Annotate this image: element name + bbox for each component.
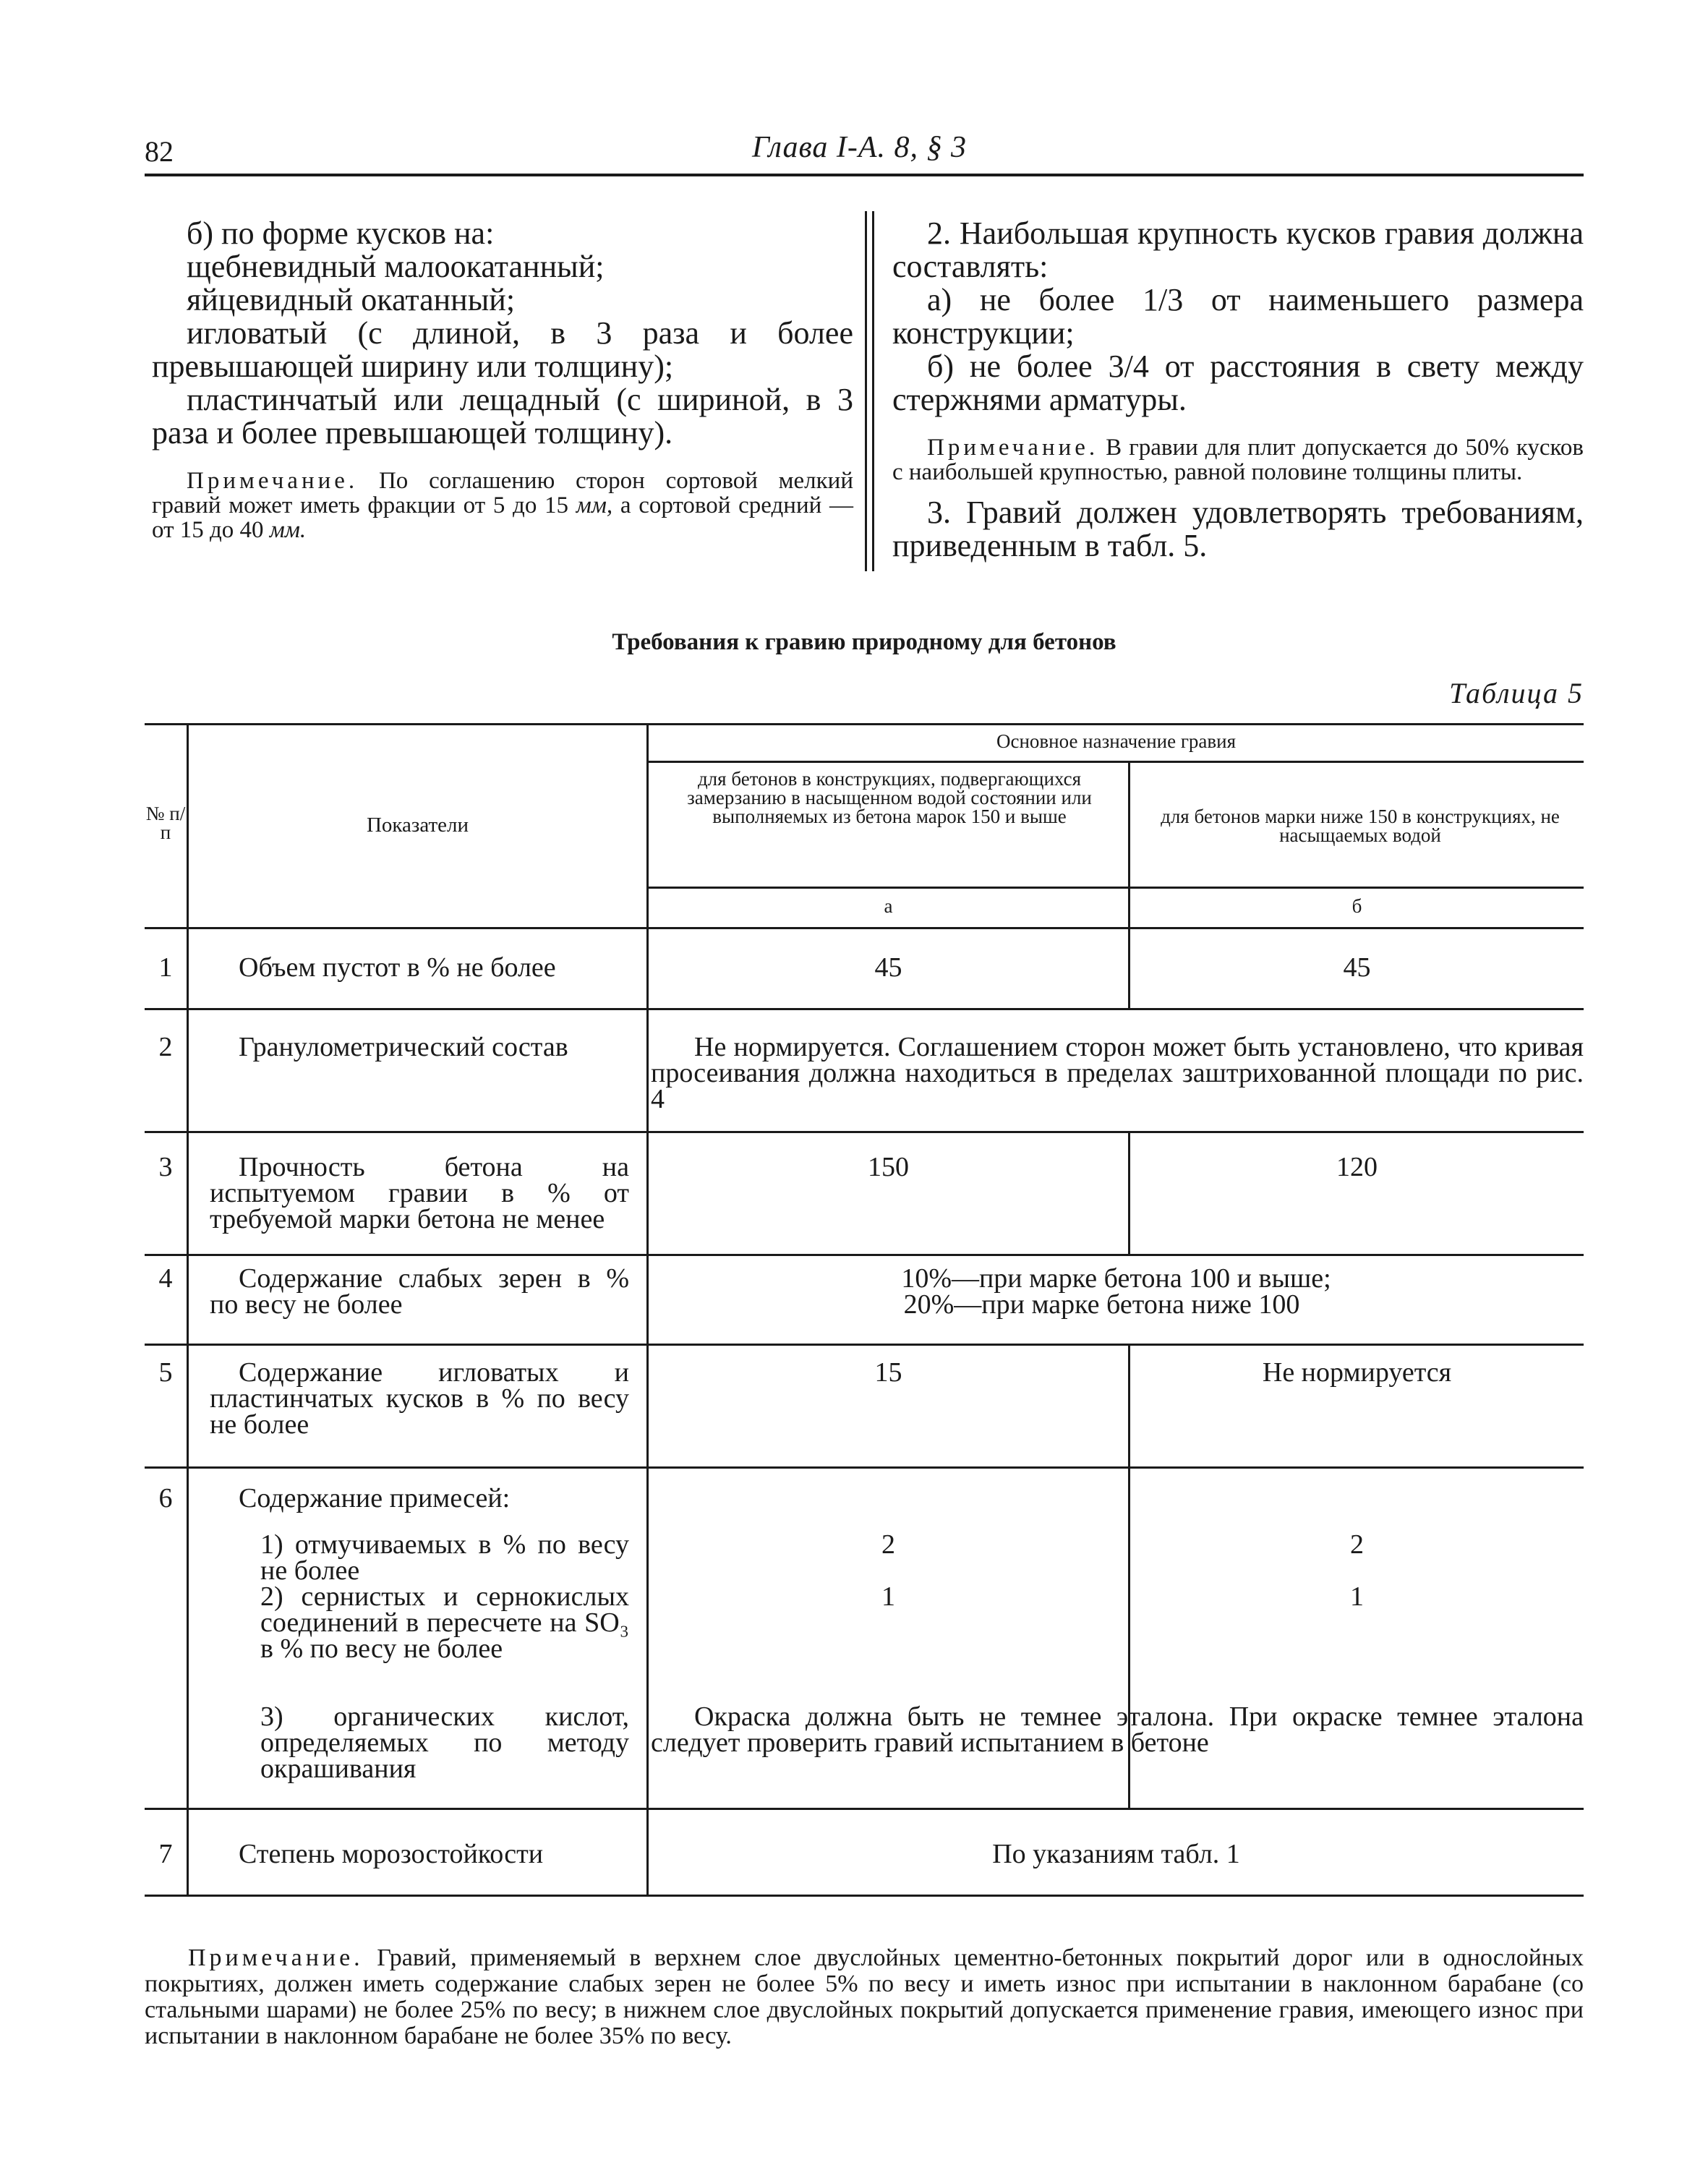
row-1-b: 45	[1343, 952, 1371, 983]
left-note	[152, 469, 853, 542]
running-head: Глава I-А. 8, § 3	[752, 131, 968, 164]
page-number: 82	[145, 135, 174, 168]
table-rule	[145, 723, 1584, 725]
left-note-text-1: По соглашению сторон сортовой мелкий гравий может иметь фракции от 5 до 15	[152, 468, 853, 518]
row-3-a: 150	[868, 1152, 909, 1182]
row-3-b: 120	[1336, 1152, 1378, 1182]
row-6-b1: 2	[1350, 1529, 1364, 1560]
left-line-1: б) по форме кусков на:	[187, 215, 495, 251]
table-rule	[145, 1344, 1584, 1346]
table-rule	[187, 723, 189, 1895]
right-column	[892, 217, 1584, 563]
right-para-2: 2. Наибольшая крупность кусков гравия должна составлять:	[892, 215, 1584, 284]
header-number: № п/п	[145, 803, 186, 843]
item-a-post: от наименьшего размера конструкции;	[892, 282, 1584, 351]
table-rule	[646, 761, 1584, 763]
row-6-sub-1: 1) отмучиваемых в % по весу не более	[260, 1529, 629, 1586]
row-6-sub-2: 2) сернистых и сернокислых соединений в пересчете на SO₃ в % по весу не более	[260, 1581, 629, 1664]
row-3-name: Прочность бетона на испытуемом гравии в % от требуемой марки бетона не менее	[210, 1152, 629, 1234]
row-6-a2: 1	[881, 1581, 895, 1612]
right-note-text: В гравии для плит допускается до 50% кусков с наибольшей крупностью, равной половине толщины плиты.	[892, 435, 1584, 485]
row-2-number: 2	[158, 1032, 173, 1062]
table-rule	[145, 927, 1584, 929]
left-column	[152, 217, 853, 542]
row-6-name: Содержание примесей:	[239, 1483, 511, 1513]
table-rule	[1128, 1131, 1130, 1254]
row-3-number: 3	[158, 1152, 173, 1182]
table-rule	[145, 1808, 1584, 1810]
row-6-sub-3: 3) органических кислот, определяемых по методу окрашивания	[260, 1701, 629, 1784]
table-title: Требования к гравию природному для бетонов	[612, 629, 1116, 655]
table-rule	[145, 1008, 1584, 1010]
right-para-3: 3. Гравий должен удовлетворять требованиям, приведенным в табл. 5.	[892, 495, 1584, 563]
right-note	[892, 435, 1584, 484]
left-note-lead: Примечание.	[187, 468, 359, 494]
table-rule	[145, 1254, 1584, 1256]
right-item-a	[892, 283, 1584, 350]
left-line-2: щебневидный малоокатанный;	[187, 249, 605, 284]
row-6-a1: 2	[881, 1529, 895, 1560]
left-note-text-2: а сортовой средний — от 15 до 40	[152, 492, 854, 543]
right-note-lead: Примечание.	[927, 435, 1099, 461]
column-divider	[872, 211, 874, 571]
right-item-b	[892, 350, 1584, 417]
header-purpose: Основное назначение гравия	[996, 730, 1236, 752]
item-a-fraction: 1/3	[1143, 282, 1184, 317]
item-a-pre: а) не более	[927, 282, 1143, 317]
left-line-4: игловатый (с длиной, в 3 раза и более превышающей ширину или толщину);	[152, 315, 853, 384]
table-rule	[145, 1895, 1584, 1897]
row-2-name: Гранулометрический состав	[239, 1032, 568, 1062]
row-5-b: Не нормируется	[1262, 1357, 1452, 1388]
header-rule	[145, 174, 1584, 176]
header-col-a: для бетонов в конструкциях, подвергающихся замерзанию в насыщенном водой состоянии или выполняемых из бетона марок 150 и выше	[687, 768, 1092, 827]
left-line-3: яйцевидный окатанный;	[187, 282, 516, 317]
footnote	[145, 1945, 1584, 2049]
row-1-a: 45	[874, 952, 902, 983]
row-4-name: Содержание слабых зерен в % по весу не более	[210, 1263, 629, 1320]
left-line-5: пластинчатый или лещадный (с шириной, в 3 раза и более превышающей толщину).	[152, 382, 853, 450]
row-1-name: Объем пустот в % не более	[239, 952, 556, 983]
row-5-a: 15	[874, 1357, 902, 1388]
row-1-number: 1	[158, 952, 173, 983]
footnote-lead: Примечание.	[188, 1944, 364, 1971]
row-6-number: 6	[158, 1483, 173, 1513]
item-b-pre: б) не более	[927, 349, 1109, 384]
row-2-merged: Не нормируется. Соглашением сторон может быть установлено, что кривая просеивания должна находиться в пределах заштрихованной площади по рис. 4	[651, 1032, 1584, 1114]
header-col-b: для бетонов марки ниже 150 в конструкциях, не насыщаемых водой	[1161, 806, 1560, 846]
row-7-merged: По указаниям табл. 1	[992, 1839, 1240, 1869]
footnote-text: Гравий, применяемый в верхнем слое двуслойных цементно-бетонных покрытий дорог или в однослойных покрытиях, должен иметь содержание слабых зерен не более 5% по весу и иметь износ при испытании в наклонном барабане (со стальными шарами) не более 25% по весу; в нижнем слое двуслойных покрытий допускается применение гравия, имеющего износ при испытании в наклонном барабане не более 35% по весу.	[145, 1944, 1584, 2049]
item-b-post: от расстояния в свету между стержнями арматуры.	[892, 349, 1584, 417]
row-4-merged-1: 10%—при марке бетона 100 и выше;	[901, 1263, 1331, 1294]
row-7-number: 7	[158, 1839, 173, 1869]
left-note-unit-1: мм,	[576, 492, 613, 518]
table-label: Таблица 5	[1449, 677, 1584, 709]
header-indicator: Показатели	[366, 813, 469, 837]
header-letter-b: б	[1352, 895, 1362, 917]
column-divider	[865, 211, 867, 571]
row-7-name: Степень морозостойкости	[239, 1839, 544, 1869]
row-4-number: 4	[158, 1263, 173, 1294]
table-rule	[646, 887, 1584, 889]
row-4-merged-2: 20%—при марке бетона ниже 100	[903, 1289, 1300, 1320]
item-b-fraction: 3/4	[1108, 349, 1149, 384]
row-6-b2: 1	[1350, 1581, 1364, 1612]
row-6-merged: Окраска должна быть не темнее эталона. При окраске темнее эталона следует проверить гравий испытанием в бетоне	[651, 1701, 1584, 1758]
table-rule	[145, 1131, 1584, 1133]
table-rule	[145, 1466, 1584, 1469]
header-letter-a: а	[884, 895, 893, 917]
left-note-unit-2: мм.	[269, 517, 307, 543]
row-5-name: Содержание игловатых и пластинчатых кусков в % по весу не более	[210, 1357, 629, 1440]
row-5-number: 5	[158, 1357, 173, 1388]
